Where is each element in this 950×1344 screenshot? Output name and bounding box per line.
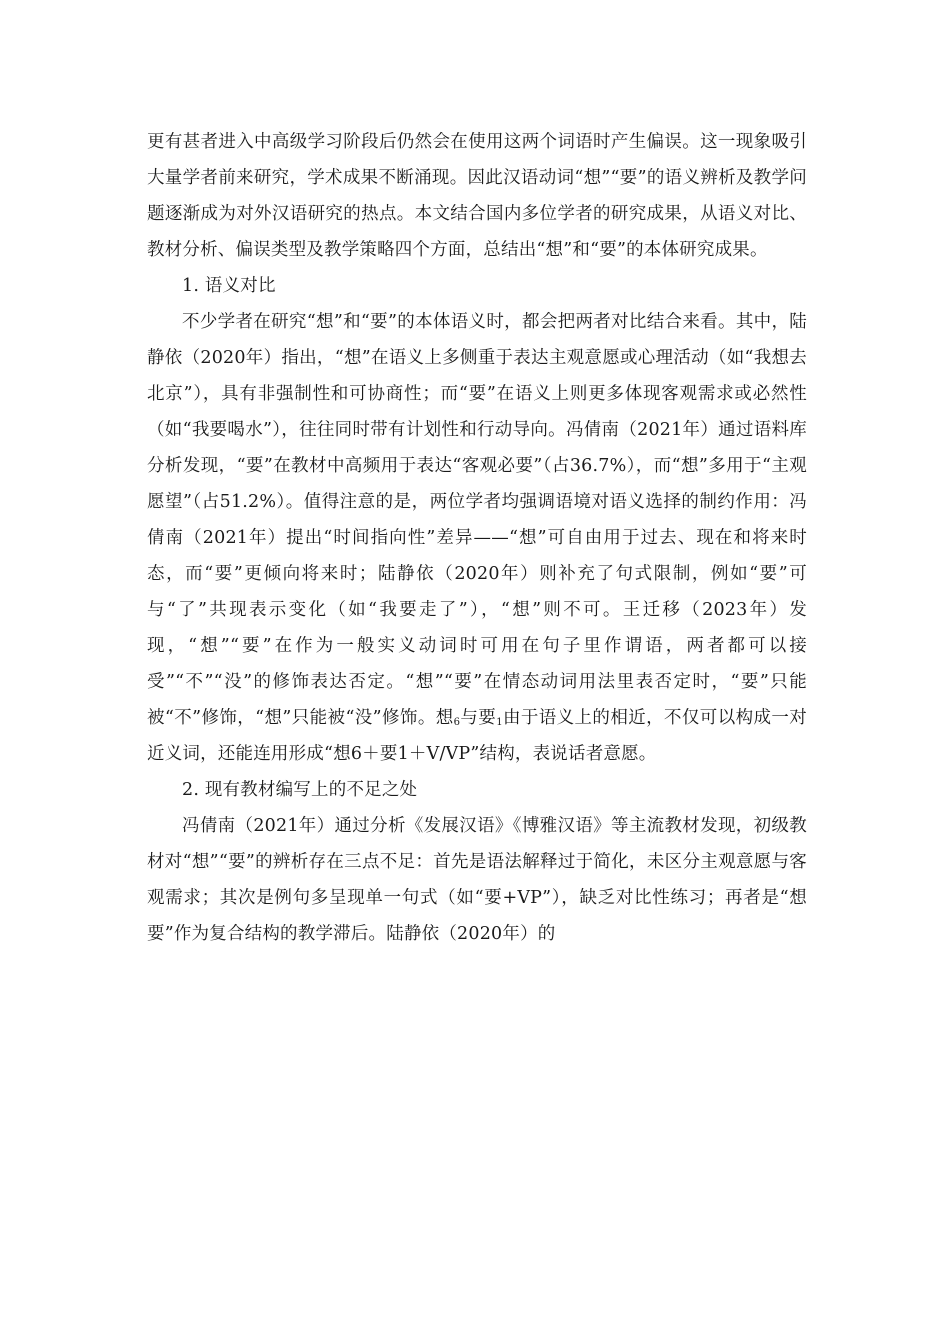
paragraph-text-part-2: 与要: [460, 708, 497, 728]
section-heading-1: 1. 语义对比: [182, 276, 276, 296]
textbook-analysis-paragraph: 冯倩南（2021年）通过分析《发展汉语》《博雅汉语》等主流教材发现，初级教材对“想”“要”的辨析存在三点不足：首先是语法解释过于简化，未区分主观意愿与客观需求；其次是例句多呈现单一句式（如“要+VP”），缺乏对比性练习；再者是“想要”作为复合结构的教学滞后。陆静依（2020年）的: [147, 816, 807, 944]
section-heading-2: 2. 现有教材编写上的不足之处: [182, 780, 418, 800]
paragraph-text-part-1: 不少学者在研究“想”和“要”的本体语义时，都会把两者对比结合来看。其中，陆静依（2020年）指出，“想”在语义上多侧重于表达主观意愿或心理活动（如“我想去北京”），具有非强制性和可协商性；而“要”在语义上则更多体现客观需求或必然性（如“我要喝水”），往往同时带有计划性和行动导向。冯倩南（2021年）通过语料库分析发现，“要”在教材中高频用于表达“客观必要”（占36.7%），而“想”多用于“主观愿望”（占51.2%）。值得注意的是，两位学者均强调语境对语义选择的制约作用：冯倩南（2021年）提出“时间指向性”差异——“想”可自由用于过去、现在和将来时态，而“要”更倾向将来时；陆静依（2020年）则补充了句式限制，例如“要”可与“了”共现表示变化（如“我要走了”），“想”则不可。王迁移（2023年）发现，“想”“要”在作为一般实义动词时可用在句子里作谓语，两者都可以接受”“不”“没”的修饰表达否定。“想”“要”在情态动词用法里表否定时，“要”只能被“不”修饰，“想”只能被“没”修饰。想: [147, 312, 807, 728]
subscript-1: 1: [496, 717, 503, 728]
semantic-comparison-paragraph: [147, 304, 807, 772]
subscript-6: 6: [453, 717, 461, 728]
document-body: [147, 124, 807, 952]
paragraph-text-part-3: 由于语义上的相近，不仅可以构成一对近义词，还能连用形成“想6＋要1＋V/VP”结构，表说话者意愿。: [147, 708, 807, 764]
intro-paragraph: 更有甚者进入中高级学习阶段后仍然会在使用这两个词语时产生偏误。这一现象吸引大量学者前来研究，学术成果不断涌现。因此汉语动词“想”“要”的语义辨析及教学问题逐渐成为对外汉语研究的热点。本文结合国内多位学者的研究成果，从语义对比、教材分析、偏误类型及教学策略四个方面，总结出“想”和“要”的本体研究成果。: [147, 132, 807, 260]
